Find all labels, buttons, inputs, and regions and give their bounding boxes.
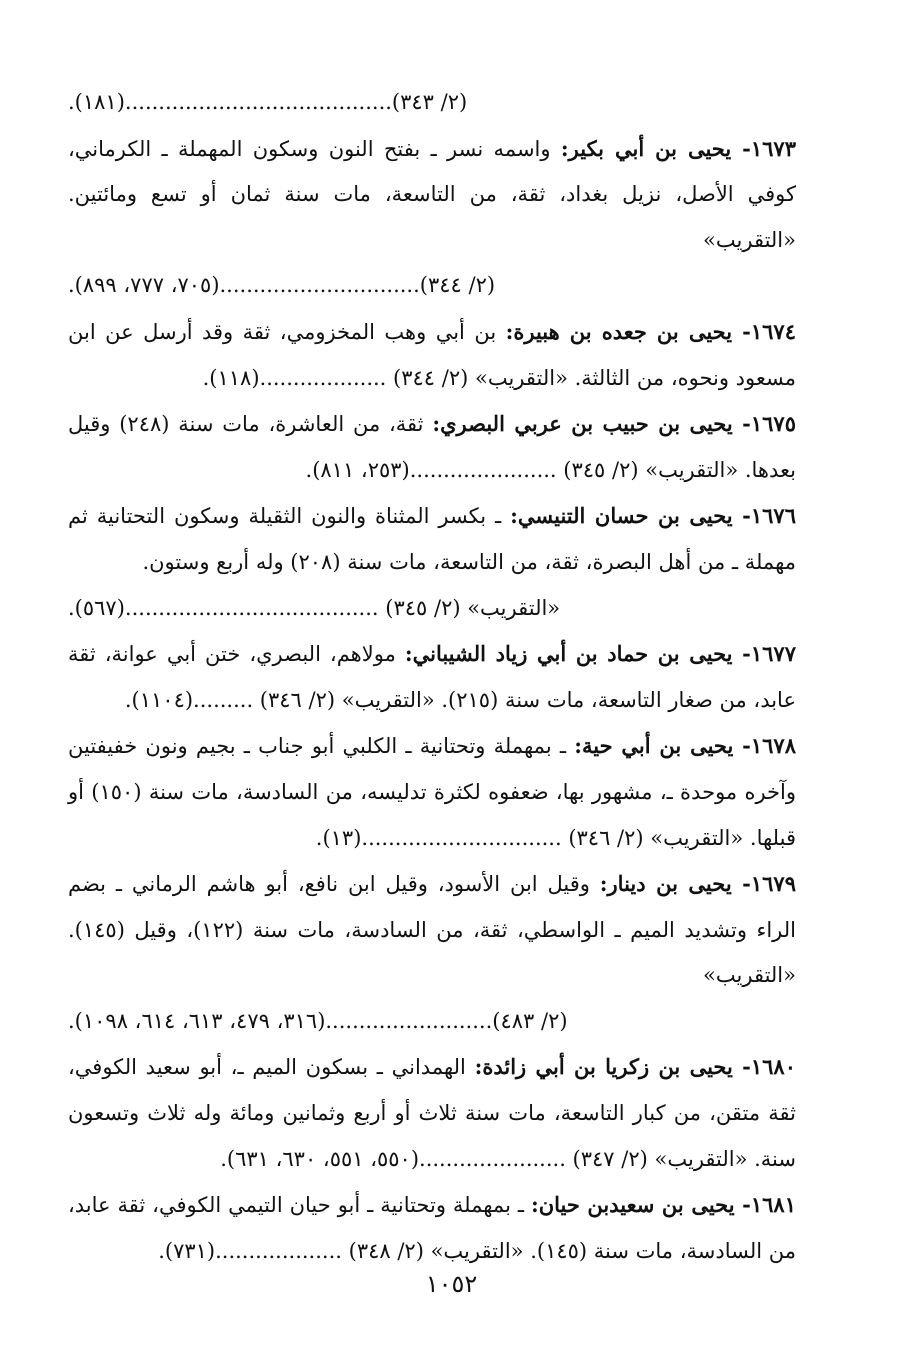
- entry-1674: [68, 309, 796, 401]
- entry-paragraph: [68, 493, 796, 585]
- entry-paragraph: [68, 723, 796, 861]
- entry-paragraph: [68, 1044, 796, 1182]
- entry-1681: [68, 1182, 796, 1274]
- entry-text: الهمداني ـ بسكون الميم ـ، أبو سعيد الكوفي، ثقة متقن، من كبار التاسعة، مات سنة ثلاث أو أربع وثمانين ومائة وله ثلاث وتسعون سنة. «التقريب» (٢/ ٣٤٧) ......................(٥٥٠، ٥٥١، ٦٣٠، ٦٣١).: [68, 1055, 796, 1171]
- entry-reference: (٢/ ٤٨٣).........................(٣١٦، ٤٧٩، ٦١٣، ٦١٤، ١٠٩٨).: [68, 1008, 568, 1033]
- entry-1673: [68, 126, 796, 309]
- continuation-line: (٢/ ٣٤٣)........................................(١٨١).: [68, 90, 468, 114]
- entry-heading: ١٦٨١- يحيى بن سعيدبن حيان:: [530, 1192, 796, 1218]
- entry-paragraph: [68, 631, 796, 723]
- entry-1679: [68, 861, 796, 1044]
- entry-text: بن أبي وهب المخزومي، ثقة وقد أرسل عن ابن مسعود ونحوه، من الثالثة. «التقريب» (٢/ ٣٤٤) ...................(١١٨).: [68, 319, 796, 390]
- entry-paragraph: [68, 1182, 796, 1274]
- entry-heading: ١٦٧٨- يحيى بن أبي حية:: [574, 733, 796, 759]
- entry-paragraph: [68, 861, 796, 999]
- entry-1678: [68, 723, 796, 861]
- entry-heading: ١٦٧٧- يحيى بن حماد بن أبي زياد الشيباني:: [404, 641, 796, 667]
- entry-text: وقيل ابن الأسود، وقيل ابن نافع، أبو هاشم الرماني ـ بضم الراء وتشديد الميم ـ الواسطي، ثقة، من السادسة، مات سنة (١٢٢)، وقيل (١٤٥). «التقريب»: [68, 872, 796, 988]
- entry-text: مولاهم، البصري، ختن أبي عوانة، ثقة عابد، من صغار التاسعة، مات سنة (٢١٥). «التقريب» (٢/ ٣٤٦) .........(١١٠٤).: [68, 642, 796, 712]
- entry-heading: ١٦٧٩- يحيى بن دينار:: [599, 871, 796, 897]
- entry-paragraph: [68, 309, 796, 401]
- entry-paragraph: [68, 126, 796, 264]
- entry-reference: «التقريب» (٢/ ٣٤٥) ......................................(٥٦٧).: [68, 595, 561, 620]
- entry-paragraph: [68, 401, 796, 493]
- entry-text: ثقة، من العاشرة، مات سنة (٢٤٨) وقيل بعدها. «التقريب» (٢/ ٣٤٥) ......................(٢٥٣، ٨١١).: [68, 412, 796, 482]
- entry-text: ـ بمهملة وتحتانية ـ أبو حيان التيمي الكوفي، ثقة عابد، من السادسة، مات سنة (١٤٥). «التقريب» (٢/ ٣٤٨) ...................(٧٣١).: [68, 1193, 796, 1263]
- entry-1676: [68, 493, 796, 631]
- page-number: ١٠٥٢: [425, 1270, 478, 1298]
- entry-reference: (٢/ ٣٤٤)..............................(٧٠٥، ٧٧٧، ٨٩٩).: [68, 273, 496, 298]
- entry-heading: ١٦٧٣- يحيى بن أبي بكير:: [560, 135, 796, 161]
- page-body: [68, 80, 796, 1274]
- entry-1677: [68, 631, 796, 723]
- entry-1680: [68, 1044, 796, 1182]
- entry-heading: ١٦٧٤- يحيى بن جعده بن هبيرة:: [505, 318, 796, 344]
- entry-heading: ١٦٨٠- يحيى بن زكريا بن أبي زائدة:: [474, 1054, 796, 1080]
- entry-heading: ١٦٧٥- يحيى بن حبيب بن عربي البصري:: [432, 411, 796, 437]
- entry-1675: [68, 401, 796, 493]
- entry-text: ـ بكسر المثناة والنون الثقيلة وسكون التحتانية ثم مهملة ـ من أهل البصرة، ثقة، من التاسعة، مات سنة (٢٠٨) وله أربع وستون.: [68, 504, 796, 574]
- entry-heading: ١٦٧٦- يحيى بن حسان التنيسي:: [510, 503, 796, 529]
- entry-text: واسمه نسر ـ بفتح النون وسكون المهملة ـ الكرماني، كوفي الأصل، نزيل بغداد، ثقة، من التاسعة، مات سنة ثمان أو تسع ومائتين. «التقريب»: [68, 136, 796, 252]
- entry-text: ـ بمهملة وتحتانية ـ الكلبي أبو جناب ـ بجيم ونون خفيفتين وآخره موحدة ـ، مشهور بها، ضعفوه لكثرة تدليسه، من السادسة، مات سنة (١٥٠) أو قبلها. «التقريب» (٢/ ٣٤٦) ..............................(١٣).: [68, 734, 797, 850]
